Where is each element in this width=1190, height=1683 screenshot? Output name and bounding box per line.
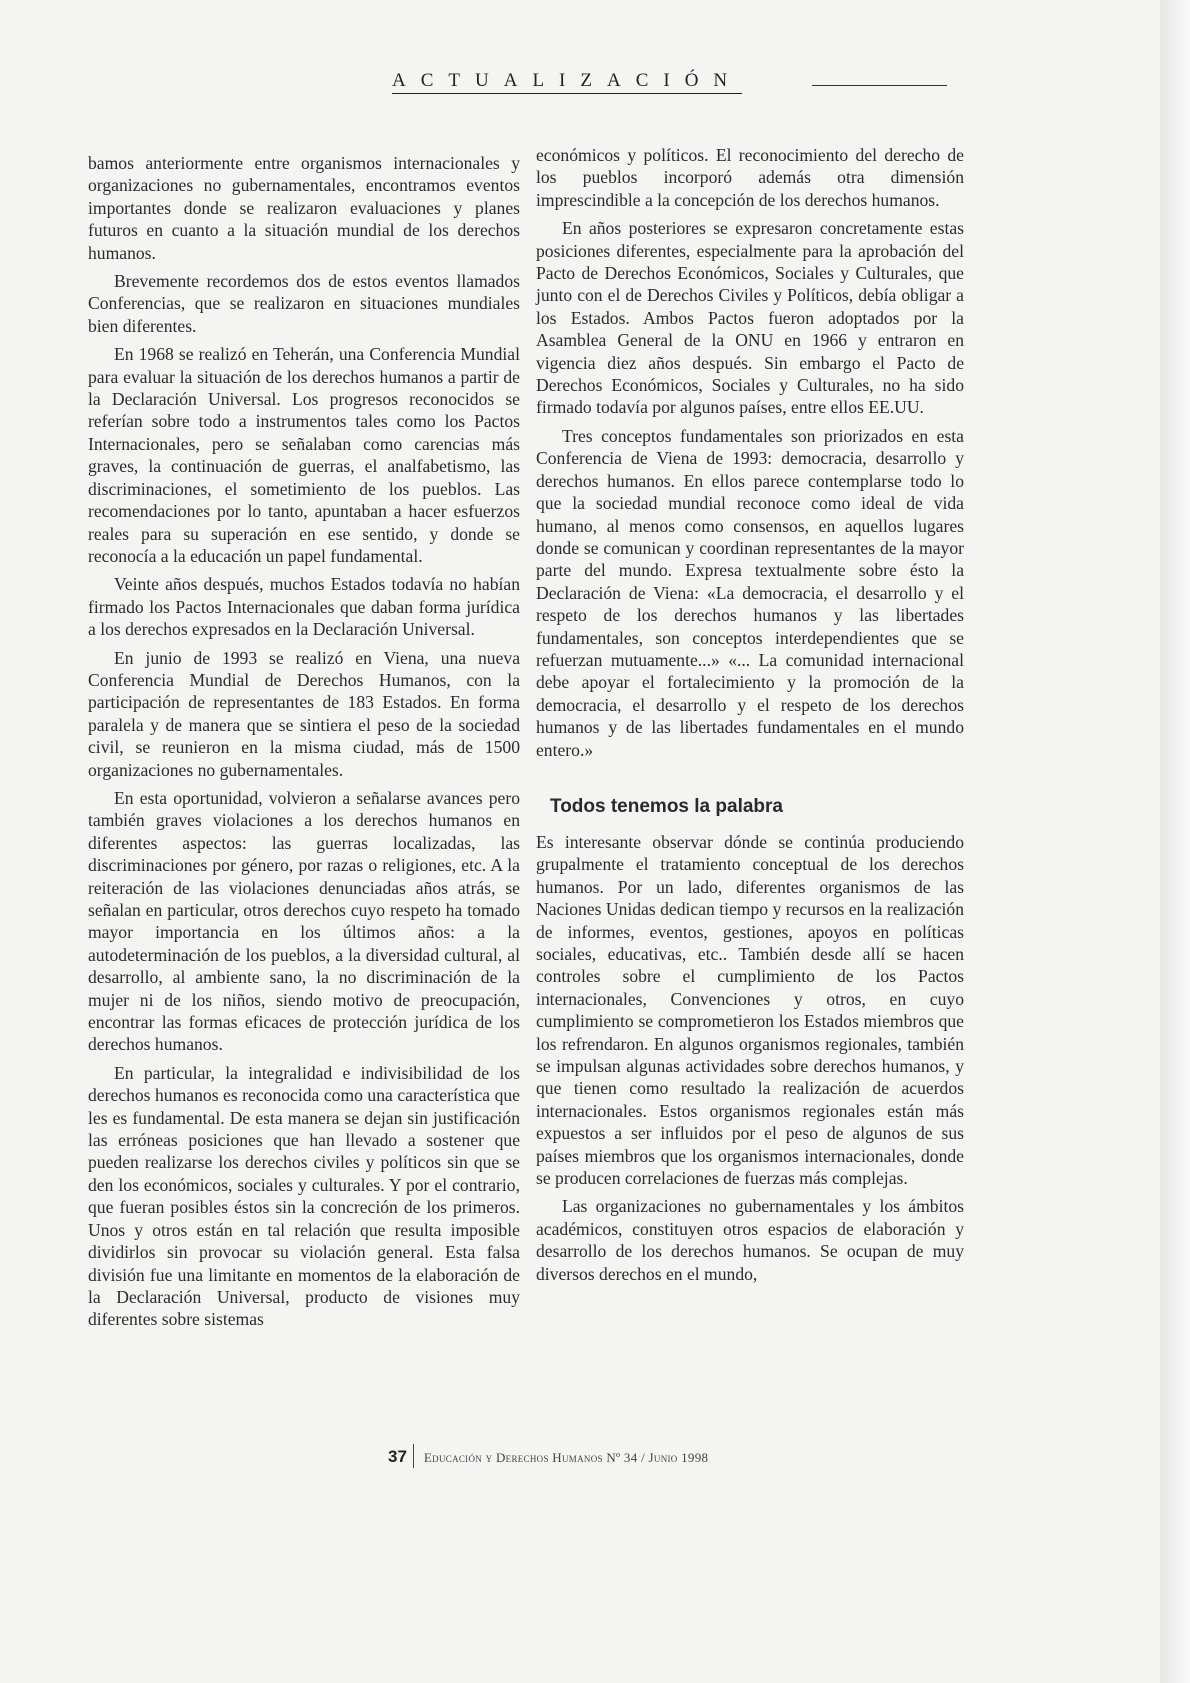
right-column [536, 144, 964, 1291]
paragraph: económicos y políticos. El reconocimiento del derecho de los pueblos incorporó además otra dimensión imprescindible a la concepción de los derechos humanos. [536, 145, 964, 210]
paragraph: Es interesante observar dónde se continúa produciendo grupalmente el tratamiento conceptual de los derechos humanos. Por un lado, diferentes organismos de las Naciones Unidas dedican tiempo y recursos en la realización de informes, eventos, gestiones, apoyos en políticas sociales, educativas, etc.. También desde allí se hacen controles sobre el cumplimiento de los Pactos internacionales, Convenciones y otros, en cuyo cumplimiento se comprometieron los Estados miembros que los refrendaron. En algunos organismos regionales, también se impulsan algunas actividades sobre derechos humanos, y que tienen como resultado la realización de acuerdos internacionales. Estos organismos regionales están más expuestos a ser influidos por el peso de algunos de sus países miembros que los organismos internacionales, donde se producen correlaciones de fuerzas más complejas. [536, 831, 964, 1189]
paragraph: Tres conceptos fundamentales son priorizados en esta Conferencia de Viena de 1993: democracia, desarrollo y derechos humanos. En ellos parece contemplarse todo lo que la sociedad mundial reconoce como ideal de vida humano, al menos como consensos, en aquellos lugares donde se comunican y coordinan representantes de la mayor parte del mundo. Expresa textualmente sobre ésto la Declaración de Viena: «La democracia, el desarrollo y el respeto de los derechos humanos y las libertades fundamentales, son conceptos interdependientes que se refuerzan mutuamente...» «... La comunidad internacional debe apoyar el fortalecimiento y la promoción de la democracia, el desarrollo y el respeto de los derechos humanos y de las libertades fundamentales en el mundo entero.» [536, 425, 964, 760]
paragraph: bamos anteriormente entre organismos internacionales y organizaciones no gubernamentales, encontramos eventos importantes donde se realizaron evaluaciones y planes futuros en cuanto a la situación mundial de los derechos humanos. [88, 153, 520, 263]
section-heading: Todos tenemos la palabra [550, 795, 783, 817]
paragraph: En años posteriores se expresaron concretamente estas posiciones diferentes, especialmente para la aprobación del Pacto de Derechos Económicos, Sociales y Culturales, que junto con el de Derechos Civiles y Políticos, debía obligar a los Estados. Ambos Pactos fueron adoptados por la Asamblea General de la ONU en 1966 y entraron en vigencia diez años después. Sin embargo el Pacto de Derechos Económicos, Sociales y Culturales, no ha sido firmado todavía por algunos países, entre ellos EE.UU. [536, 218, 964, 418]
paragraph: En particular, la integralidad e indivisibilidad de los derechos humanos es reconocida como una característica que les es fundamental. De esta manera se dejan sin justificación las erróneas posiciones que han llevado a sostener que pueden realizarse los derechos civiles y políticos sin que se den los económicos, sociales y culturales. Y por el contrario, que fueran posibles éstos sin la concreción de los primeros. Unos y otros están en tal relación que resulta imposible dividirlos sin provocar su violación general. Esta falsa división fue una limitante en momentos de la elaboración de la Declaración Universal, producto de visiones muy diferentes sobre sistemas [88, 1062, 520, 1330]
left-column [88, 152, 520, 1337]
journal-citation: Educación y Derechos Humanos Nº 34 / Junio 1998 [423, 1450, 709, 1465]
header-rule [812, 85, 947, 86]
page-number: 37 [388, 1447, 407, 1466]
paragraph: Las organizaciones no gubernamentales y los ámbitos académicos, constituyen otros espacios de elaboración y desarrollo de los derechos humanos. Se ocupan de muy diversos derechos en el mundo, [536, 1196, 964, 1284]
page-footer [388, 1444, 848, 1474]
section-title: ACTUALIZACIÓN [392, 70, 742, 94]
paragraph: En esta oportunidad, volvieron a señalarse avances pero también graves violaciones a los derechos humanos en diferentes aspectos: las guerras localizadas, las discriminaciones por género, por razas o religiones, etc. A la reiteración de las violaciones denunciadas años atrás, se señalan en particular, otros derechos cuyo respeto ha tomado mayor importancia en los últimos años: a la autodeterminación de los pueblos, a la diversidad cultural, al desarrollo, al ambiente sano, la no discriminación de la mujer ni de los niños, siendo motivo de preocupación, encontrar las formas eficaces de protección jurídica de los derechos humanos. [88, 787, 520, 1055]
footer-divider [413, 1444, 414, 1468]
paragraph: Veinte años después, muchos Estados todavía no habían firmado los Pactos Internacionales que daban forma jurídica a los derechos expresados en la Declaración Universal. [88, 574, 520, 640]
paragraph: En 1968 se realizó en Teherán, una Conferencia Mundial para evaluar la situación de los derechos humanos a partir de la Declaración Universal. Los progresos reconocidos se referían sobre todo a instrumentos tales como los Pactos Internacionales, pero se señalaban como carencias más graves, la continuación de guerras, el analfabetismo, las discriminaciones, el sometimiento de los pueblos. Las recomendaciones por lo tanto, apuntaban a hacer esfuerzos reales para su superación en ese sentido, y donde se reconocía a la educación un papel fundamental. [88, 344, 520, 566]
paragraph: En junio de 1993 se realizó en Viena, una nueva Conferencia Mundial de Derechos Humanos, con la participación de representantes de 183 Estados. En forma paralela y de manera que se sintiera el peso de la sociedad civil, se reunieron en la misma ciudad, más de 1500 organizaciones no gubernamentales. [88, 647, 520, 780]
paragraph: Brevemente recordemos dos de estos eventos llamados Conferencias, que se realizaron en situaciones mundiales bien diferentes. [88, 271, 520, 336]
running-header [392, 70, 952, 100]
page-edge-shadow [1160, 0, 1190, 1683]
